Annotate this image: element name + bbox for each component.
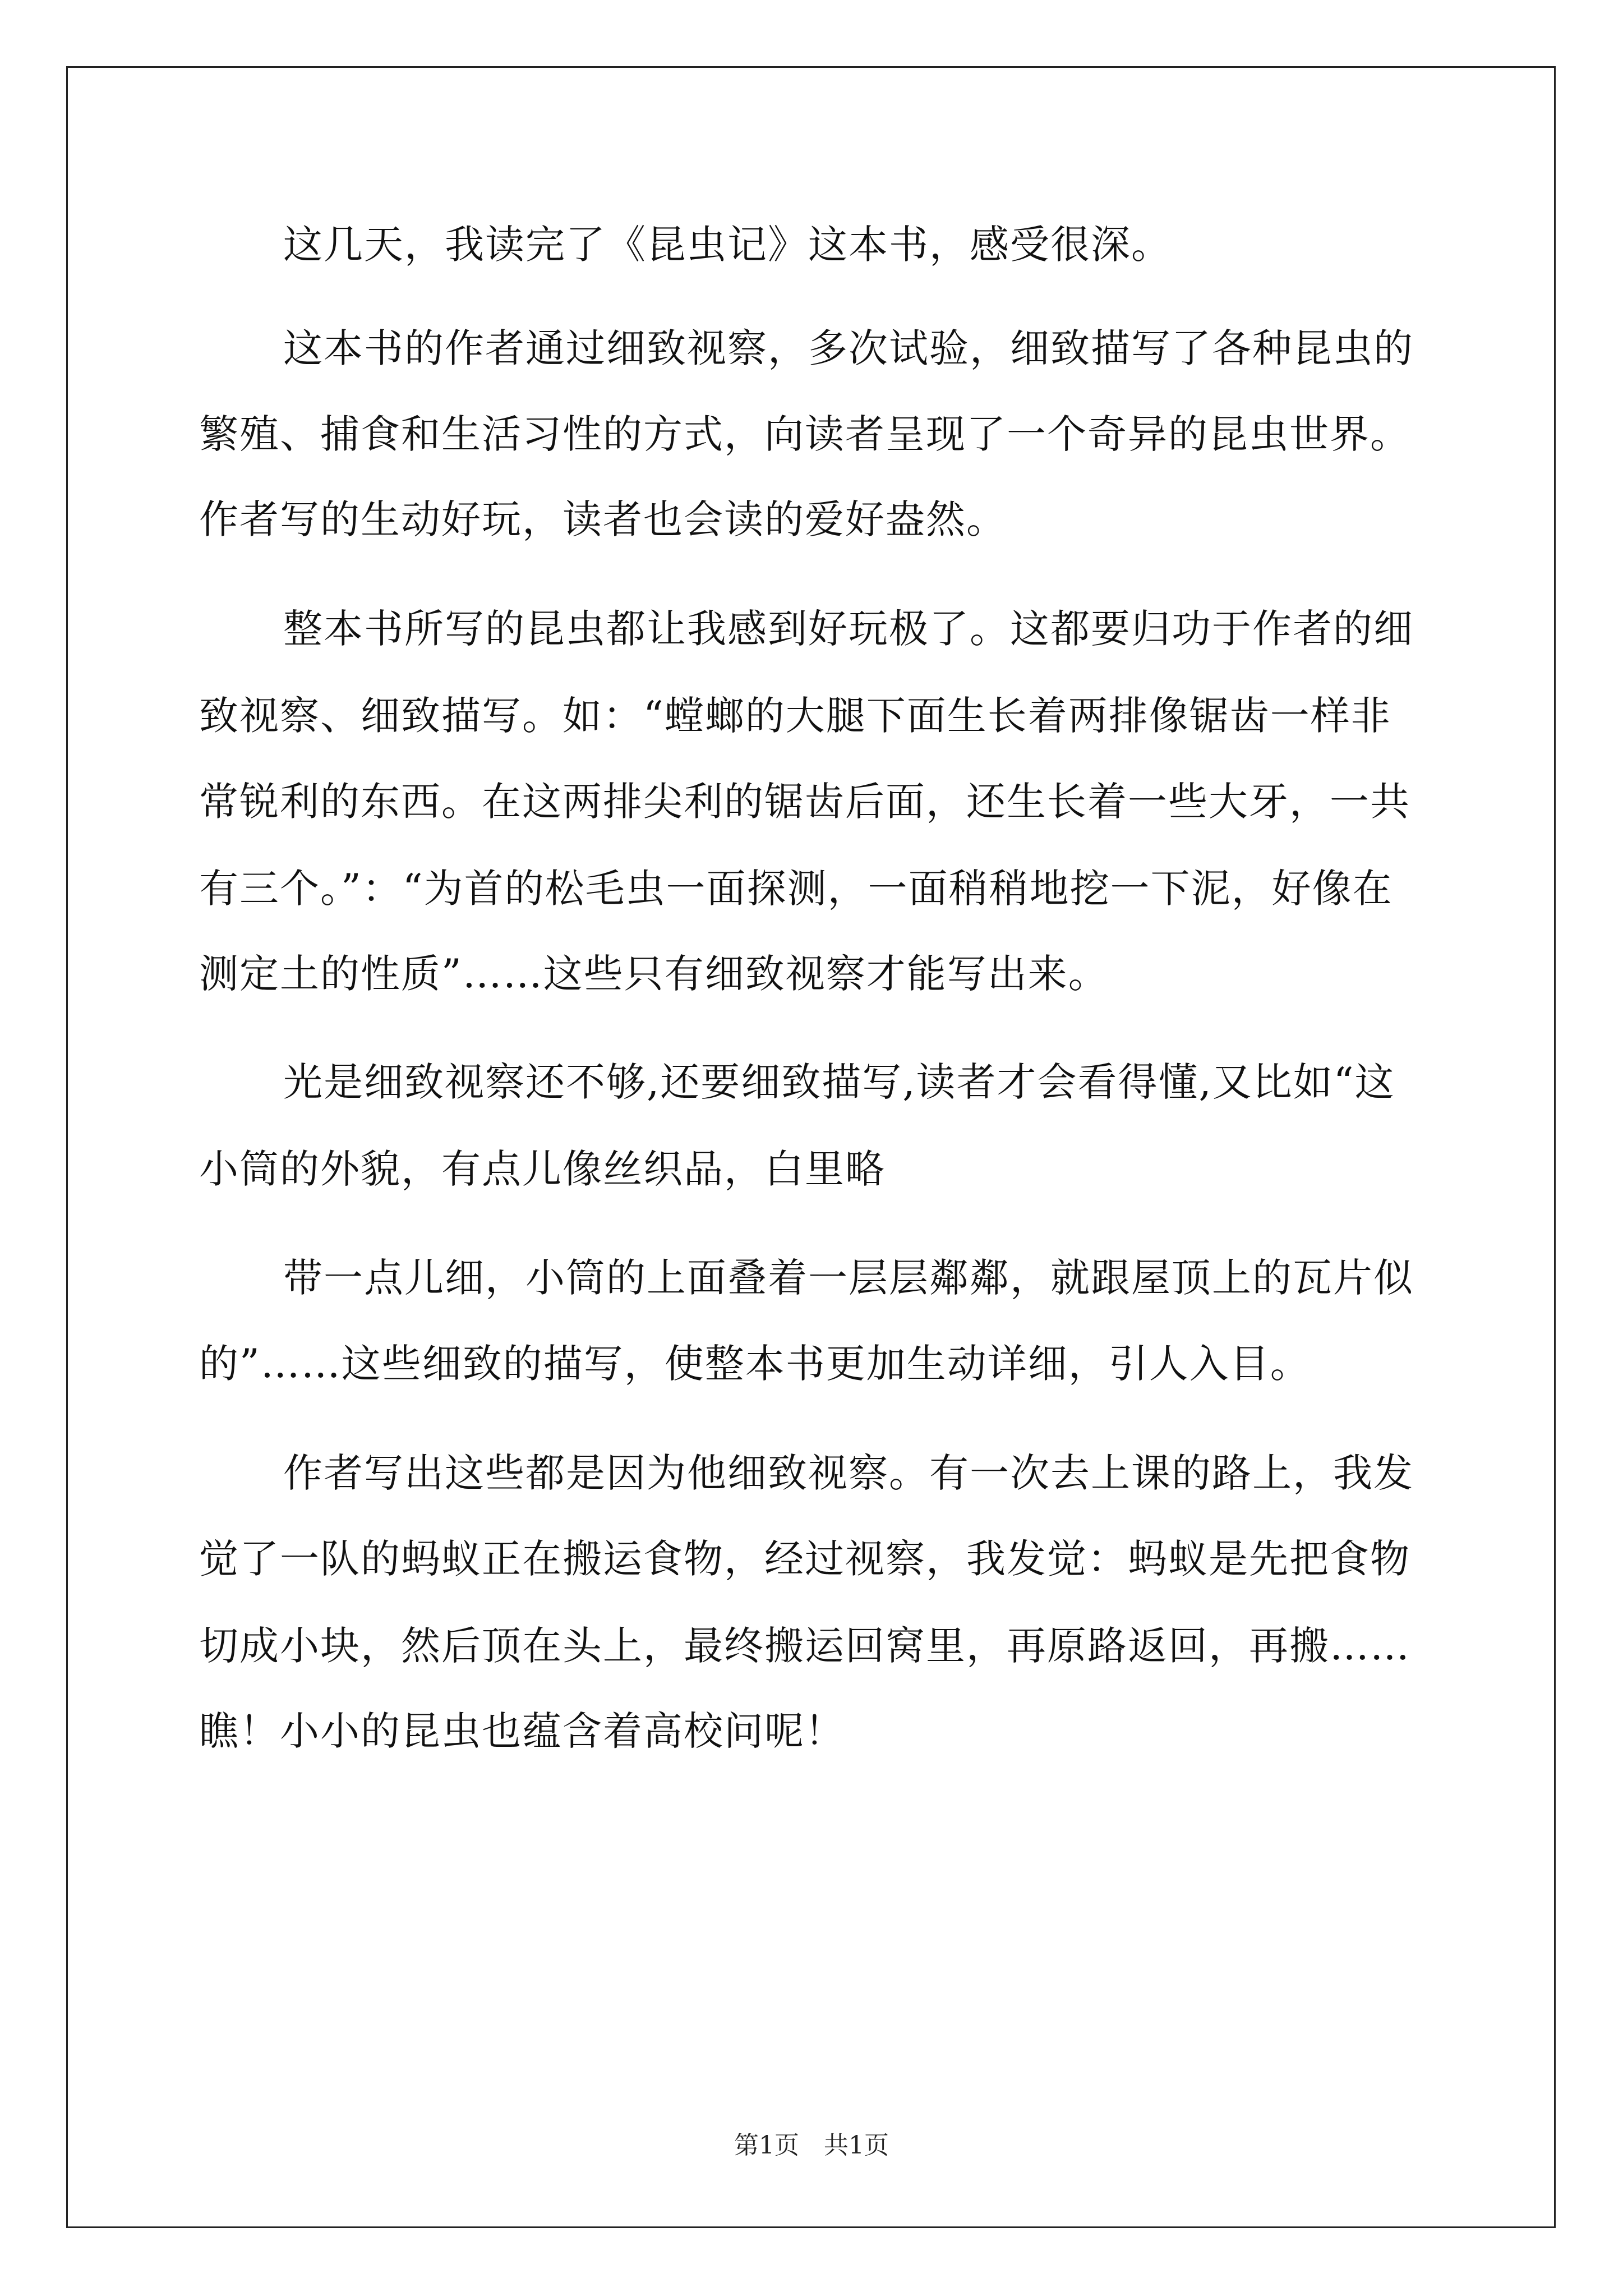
- essay-line: 致视察、细致描写。如：“螳螂的大腿下面生长着两排像锯齿一样非: [199, 693, 1391, 739]
- essay-line: 作者写的生动好玩，读者也会读的爱好盎然。: [199, 496, 1007, 542]
- essay-line: 整本书所写的昆虫都让我感到好玩极了。这都要归功于作者的细: [283, 606, 1414, 652]
- essay-line: 带一点儿细，小筒的上面叠着一层层鄰鄰，就跟屋顶上的瓦片似: [283, 1255, 1414, 1301]
- essay-line: 繁殖、捕食和生活习性的方式，向读者呈现了一个奇异的昆虫世界。: [199, 411, 1410, 457]
- essay-line: 这本书的作者通过细致视察，多次试验，细致描写了各种昆虫的: [283, 325, 1414, 371]
- essay-line: 有三个。”：“为首的松毛虫一面探测，一面稍稍地挖一下泥，好像在: [199, 866, 1393, 912]
- page-total: 共1页: [824, 2131, 889, 2160]
- essay-line: 光是细致视察还不够,还要细致描写,读者才会看得懂,又比如“这: [283, 1059, 1395, 1105]
- essay-line: 小筒的外貌，有点儿像丝织品，白里略: [199, 1146, 886, 1192]
- essay-line: 常锐利的东西。在这两排尖利的锯齿后面，还生长着一些大牙，一共: [199, 779, 1410, 825]
- essay-line: 瞧！小小的昆虫也蕴含着高校问呢！: [199, 1708, 845, 1754]
- essay-line: 切成小块，然后顶在头上，最终搬运回窝里，再原路返回，再搬……: [199, 1623, 1410, 1669]
- essay-line: 作者写出这些都是因为他细致视察。有一次去上课的路上，我发: [283, 1450, 1414, 1496]
- essay-line: 测定土的性质”……这些只有细致视察才能写出来。: [199, 951, 1109, 997]
- page-number: 第1页: [734, 2131, 799, 2160]
- essay-line: 觉了一队的蚂蚁正在搬运食物，经过视察，我发觉：蚂蚁是先把食物: [199, 1536, 1410, 1582]
- essay-line: 的”……这些细致的描写，使整本书更加生动详细，引人入目。: [199, 1341, 1311, 1387]
- page-footer: [0, 2125, 1623, 2161]
- essay-line: 这几天，我读完了《昆虫记》这本书，感受很深。: [283, 222, 1172, 268]
